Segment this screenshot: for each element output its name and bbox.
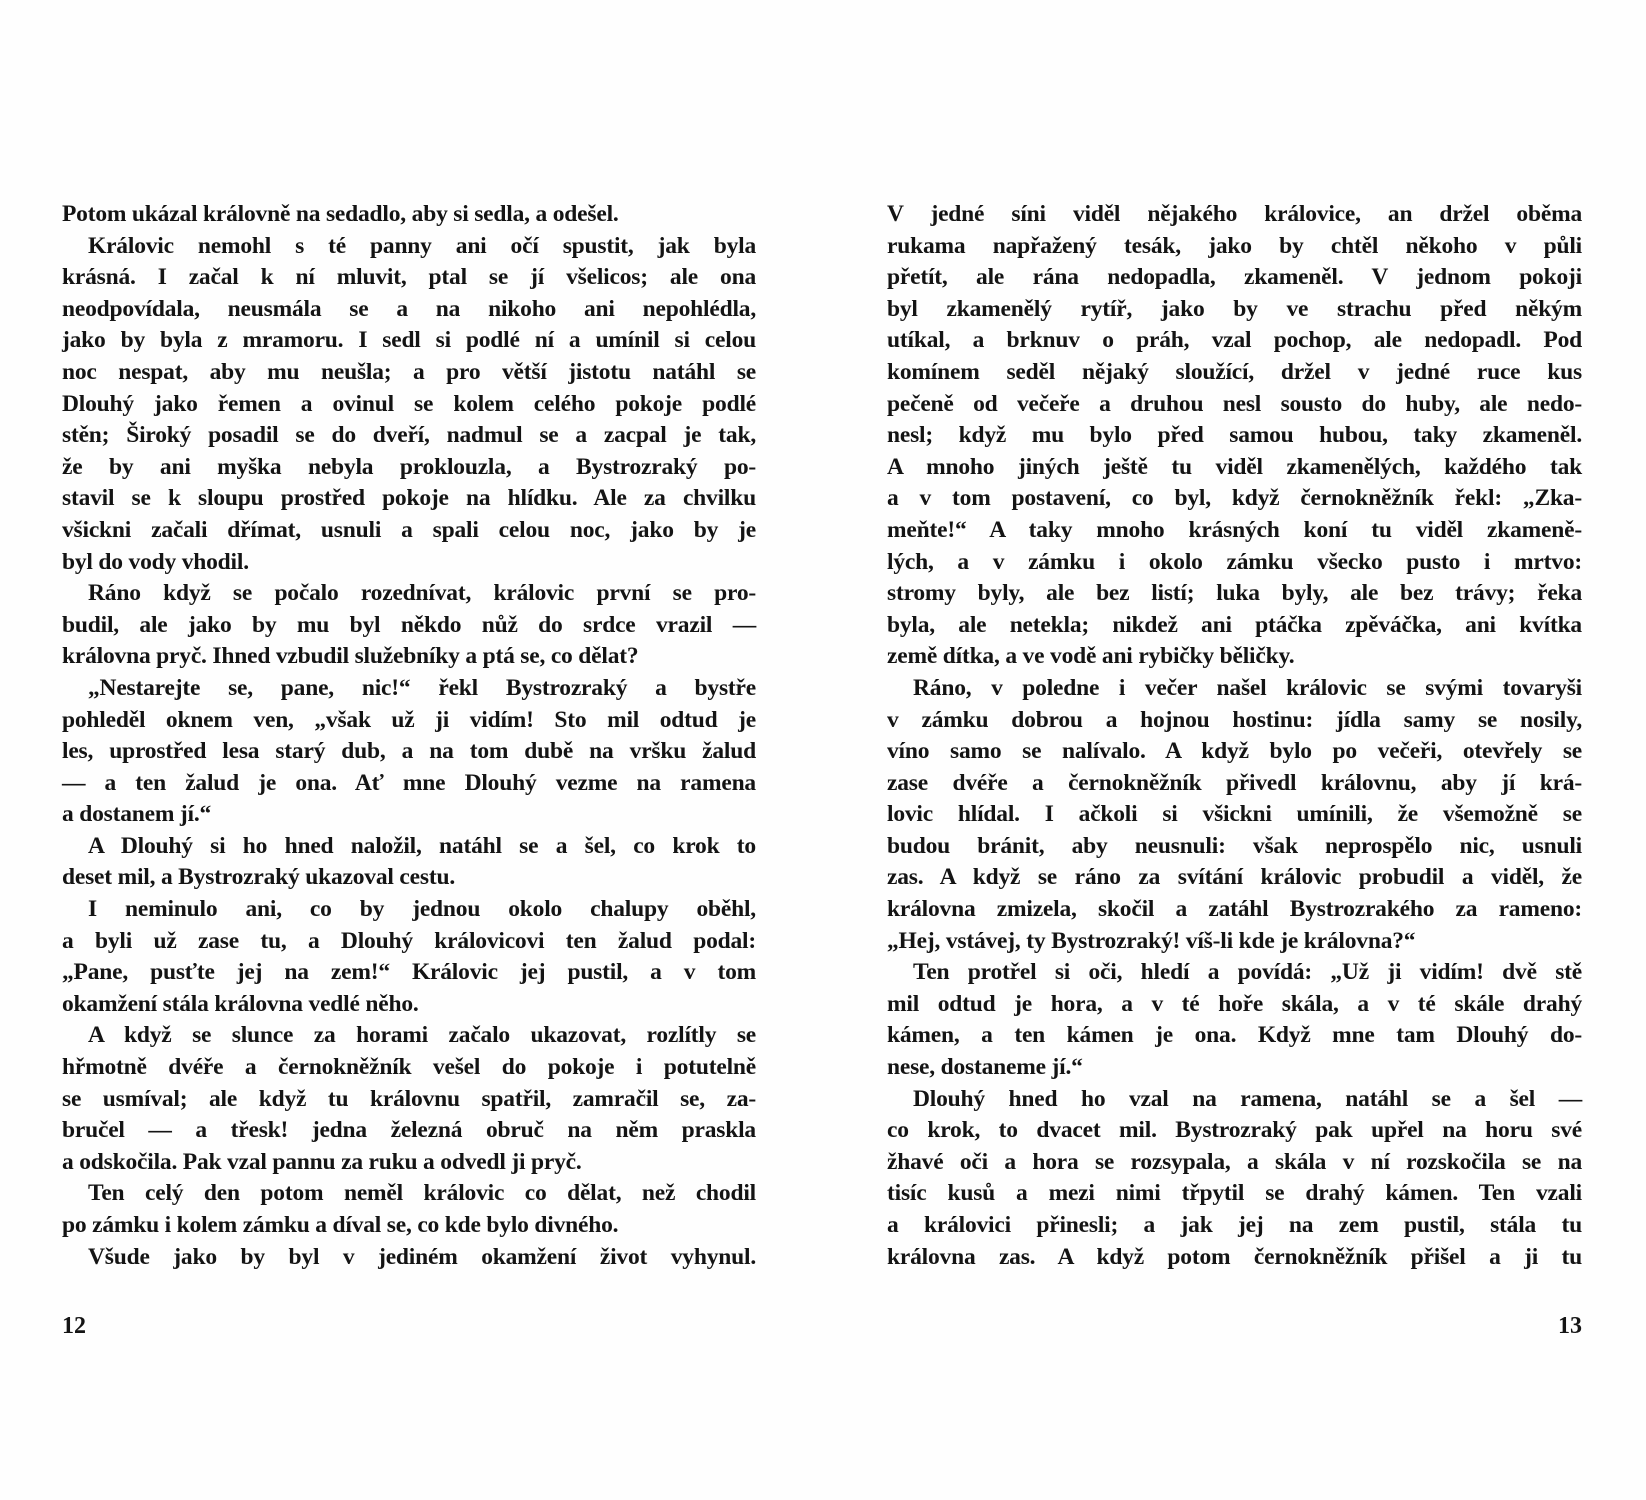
text-line: neodpovídala, neusmála se a na nikoho ani nepohlédla, <box>62 295 756 322</box>
text-line: že by ani myška nebyla proklouzla, a Bystrozraký po- <box>62 453 756 480</box>
text-line: Dlouhý jako řemen a ovinul se kolem celého pokoje podlé <box>62 390 756 417</box>
text-line: stěn; Široký posadil se do dveří, nadmul se a zacpal je tak, <box>62 422 756 449</box>
text-line: co krok, to dvacet mil. Bystrozraký pak upřel na horu své <box>887 1117 1582 1144</box>
text-line: budil, ale jako by mu byl někdo nůž do srdce vrazil — <box>62 611 756 638</box>
text-line: V jedné síni viděl nějakého královice, an držel oběma <box>887 201 1582 227</box>
text-line: A když se slunce za horami začalo ukazovat, rozlítly se <box>88 1022 756 1049</box>
page-13-text-column <box>887 199 1582 1273</box>
text-line: les, uprostřed lesa starý dub, a na tom dubě na vršku žalud <box>62 738 756 765</box>
text-line: přetít, ale rána nedopadla, zkameněl. V jednom pokoji <box>887 264 1582 291</box>
text-line: „Pane, pusťte jej na zem!“ Královic jej pustil, a v tom <box>62 959 756 986</box>
text-line: a královici přinesli; a jak jej na zem pustil, stála tu <box>887 1212 1582 1238</box>
text-line: v zámku dobrou a hojnou hostinu: jídla samy se nosily, <box>887 706 1582 733</box>
text-line: Potom ukázal královně na sedadlo, aby si sedla, a odešel. <box>62 201 619 227</box>
text-line: a odskočila. Pak vzal pannu za ruku a odvedl ji pryč. <box>62 1148 582 1175</box>
text-line: utíkal, a brknuv o práh, vzal pochop, ale nedopadl. Pod <box>887 327 1582 354</box>
text-line: země dítka, a ve vodě ani rybičky běličky. <box>887 643 1295 670</box>
text-line: žhavé oči a hora se rozsypala, a skála v ní rozskočila se na <box>887 1148 1582 1175</box>
text-line: noc nespat, aby mu neušla; a pro větší jistotu natáhl se <box>62 358 756 385</box>
text-line: Ten protřel si oči, hledí a povídá: „Už ji vidím! dvě stě <box>913 959 1582 986</box>
text-line: meňte!“ A taky mnoho krásných koní tu viděl zkameně- <box>887 516 1582 543</box>
text-line: bručel — a třesk! jedna železná obruč na něm praskla <box>62 1117 756 1144</box>
text-line: nesl; když mu bylo před samou hubou, taky zkameněl. <box>887 422 1582 449</box>
text-line: „Nestarejte se, pane, nic!“ řekl Bystrozraký a bystře <box>88 674 756 701</box>
text-line: všickni začali dřímat, usnuli a spali celou noc, jako by je <box>62 516 756 543</box>
text-line: stromy byly, ale bez listí; luka byly, ale bez trávy; řeka <box>887 580 1582 607</box>
text-line: a v tom postavení, co byl, když černokněžník řekl: „Zka- <box>887 485 1582 512</box>
text-line: a dostanem jí.“ <box>62 801 212 828</box>
text-line: kámen, a ten kámen je ona. Když mne tam Dlouhý do- <box>887 1022 1582 1049</box>
text-line: byla, ale netekla; nikdež ani ptáčka zpěváčka, ani kvítka <box>887 611 1582 638</box>
text-line: byl zkamenělý rytíř, jako by ve strachu před někým <box>887 295 1582 322</box>
text-line: lovic hlídal. I ačkoli si všickni umínili, že všemožně se <box>887 801 1582 828</box>
text-line: stavil se k sloupu prostřed pokoje na hlídku. Ale za chvilku <box>62 485 756 512</box>
text-line: A mnoho jiných ještě tu viděl zkamenělých, každého tak <box>887 453 1582 480</box>
text-line: A Dlouhý si ho hned naložil, natáhl se a šel, co krok to <box>88 832 756 859</box>
text-line: královna pryč. Ihned vzbudil služebníky a ptá se, co dělat? <box>62 643 639 670</box>
text-line: budou bránit, aby neusnuli: však neprospělo nic, usnuli <box>887 832 1582 859</box>
text-line: I neminulo ani, co by jednou okolo chalupy oběhl, <box>88 896 756 923</box>
text-line: tisíc kusů a mezi nimi třpytil se drahý kámen. Ten vzali <box>887 1180 1582 1207</box>
text-line: rukama napřažený tesák, jako by chtěl někoho v půli <box>887 232 1582 259</box>
text-line: lých, a v zámku i okolo zámku všecko pusto i mrtvo: <box>887 548 1582 575</box>
text-line: nese, dostaneme jí.“ <box>887 1054 1083 1081</box>
text-line: Ráno, v poledne i večer našel královic se svými tovaryši <box>913 674 1582 701</box>
text-line: královna zas. A když potom černokněžník přišel a ji tu <box>887 1243 1582 1270</box>
text-line: krásná. I začal k ní mluvit, ptal se jí všelicos; ale ona <box>62 264 756 291</box>
text-line: Dlouhý hned ho vzal na ramena, natáhl se a šel — <box>913 1085 1582 1112</box>
text-line: zase dvéře a černokněžník přivedl královnu, aby jí krá- <box>887 769 1582 796</box>
text-line: pečeně od večeře a druhou nesl sousto do huby, ale nedo- <box>887 390 1582 417</box>
text-line: královna zmizela, skočil a zatáhl Bystrozrakého za rameno: <box>887 896 1582 923</box>
text-line: Ráno když se počalo rozednívat, královic první se pro- <box>88 580 756 607</box>
text-line: Všude jako by byl v jediném okamžení život vyhynul. <box>88 1243 756 1270</box>
text-line: Královic nemohl s té panny ani očí spustit, jak byla <box>88 232 756 259</box>
text-line: hřmotně dvéře a černokněžník vešel do pokoje i potutelně <box>62 1054 756 1081</box>
text-line: okamžení stála královna vedlé něho. <box>62 990 419 1017</box>
text-line: — a ten žalud je ona. Ať mne Dlouhý vezme na ramena <box>62 769 756 796</box>
text-line: „Hej, vstávej, ty Bystrozraký! víš-li kde je královna?“ <box>887 927 1416 954</box>
text-line: po zámku i kolem zámku a díval se, co kde bylo divného. <box>62 1212 619 1238</box>
text-line: zas. A když se ráno za svítání královic probudil a viděl, že <box>887 864 1582 891</box>
text-line: mil odtud je hora, a v té hoře skála, a v té skále drahý <box>887 990 1582 1017</box>
page-12-text-column <box>62 199 756 1273</box>
text-line: byl do vody vhodil. <box>62 548 249 575</box>
page-number-right: 13 <box>1558 1313 1582 1339</box>
text-line: jako by byla z mramoru. I sedl si podlé ní a umínil si celou <box>62 327 756 354</box>
text-line: se usmíval; ale když tu královnu spatřil, zamračil se, za- <box>62 1085 756 1112</box>
page-number-left: 12 <box>62 1313 86 1339</box>
text-line: a byli už zase tu, a Dlouhý královicovi ten žalud podal: <box>62 927 756 954</box>
text-line: pohleděl oknem ven, „však už ji vidím! Sto mil odtud je <box>62 706 756 733</box>
text-line: Ten celý den potom neměl královic co dělat, než chodil <box>88 1180 756 1207</box>
text-line: víno samo se nalívalo. A když bylo po večeři, otevřely se <box>887 738 1582 765</box>
text-line: komínem seděl nějaký sloužící, držel v jedné ruce kus <box>887 358 1582 385</box>
text-line: deset mil, a Bystrozraký ukazoval cestu. <box>62 864 455 891</box>
